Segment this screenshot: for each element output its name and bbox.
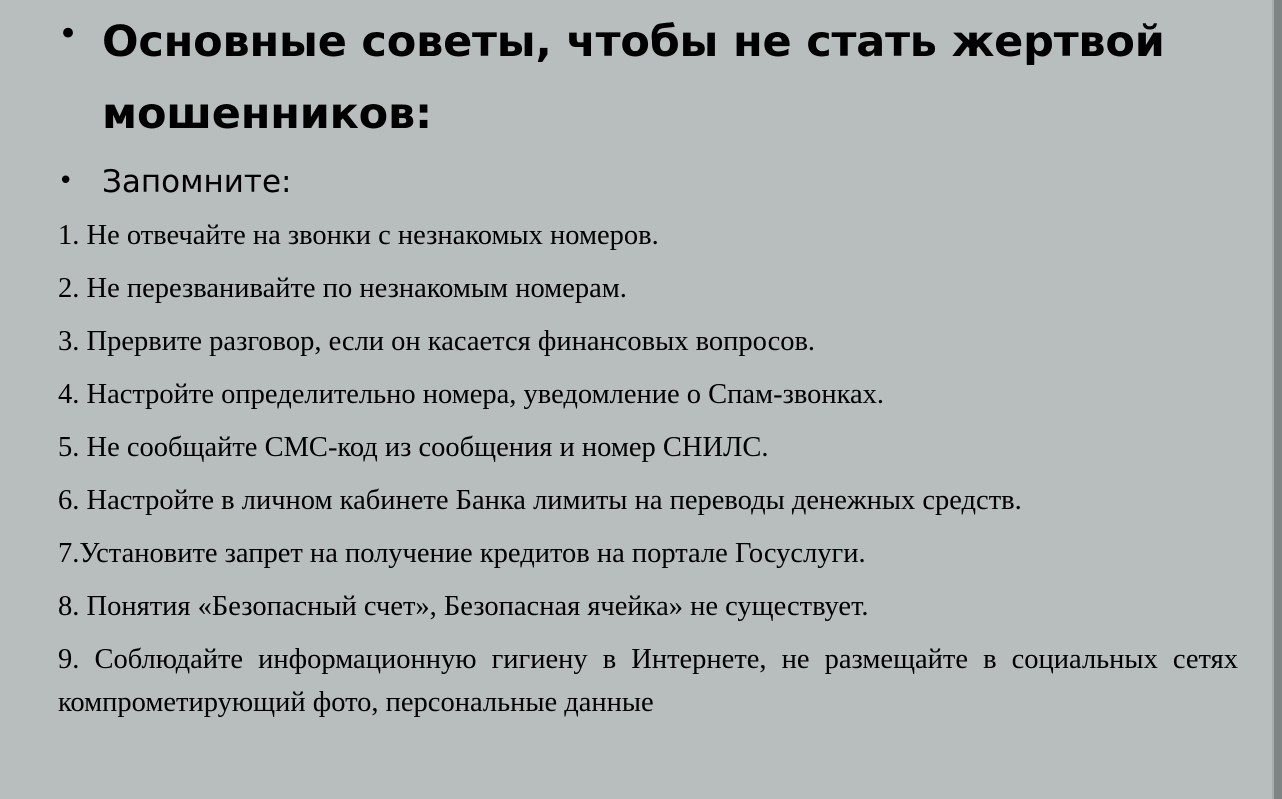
bullet-dot-icon: • (58, 166, 74, 196)
tip-item: 3. Прервите разговор, если он касается финансовых вопросов. (58, 326, 816, 357)
tip-item: 4. Настройте определительно номера, уведомление о Спам-звонках. (58, 379, 885, 410)
slide-right-edge (1272, 0, 1282, 799)
slide-title-row (58, 6, 1228, 150)
tip-item: 5. Не сообщайте СМС-код из сообщения и номер СНИЛС. (58, 432, 769, 463)
tip-item: 7.Установите запрет на получение кредитов на портале Госуслуги. (58, 538, 866, 569)
tip-item: 8. Понятия «Безопасный счет», Безопасная ячейка» не существует. (58, 591, 869, 622)
tip-item: 6. Настройте в личном кабинете Банка лимиты на переводы денежных средств. (58, 485, 1022, 516)
tips-list (58, 214, 1238, 734)
bullet-dot-icon: • (58, 14, 79, 54)
tip-item: 9. Соблюдайте информационную гигиену в Интернете, не размещайте в социальных сетях компрометирующий фото, персональные данные (58, 644, 1238, 718)
slide-subtitle-row (58, 159, 758, 205)
slide-title: Основные советы, чтобы не стать жертвой мошенников: (102, 17, 1165, 139)
tip-item: 2. Не перезванивайте по незнакомым номерам. (58, 273, 627, 304)
slide-subtitle: Запомните: (102, 164, 292, 200)
tip-item: 1. Не отвечайте на звонки с незнакомых номеров. (58, 220, 659, 251)
